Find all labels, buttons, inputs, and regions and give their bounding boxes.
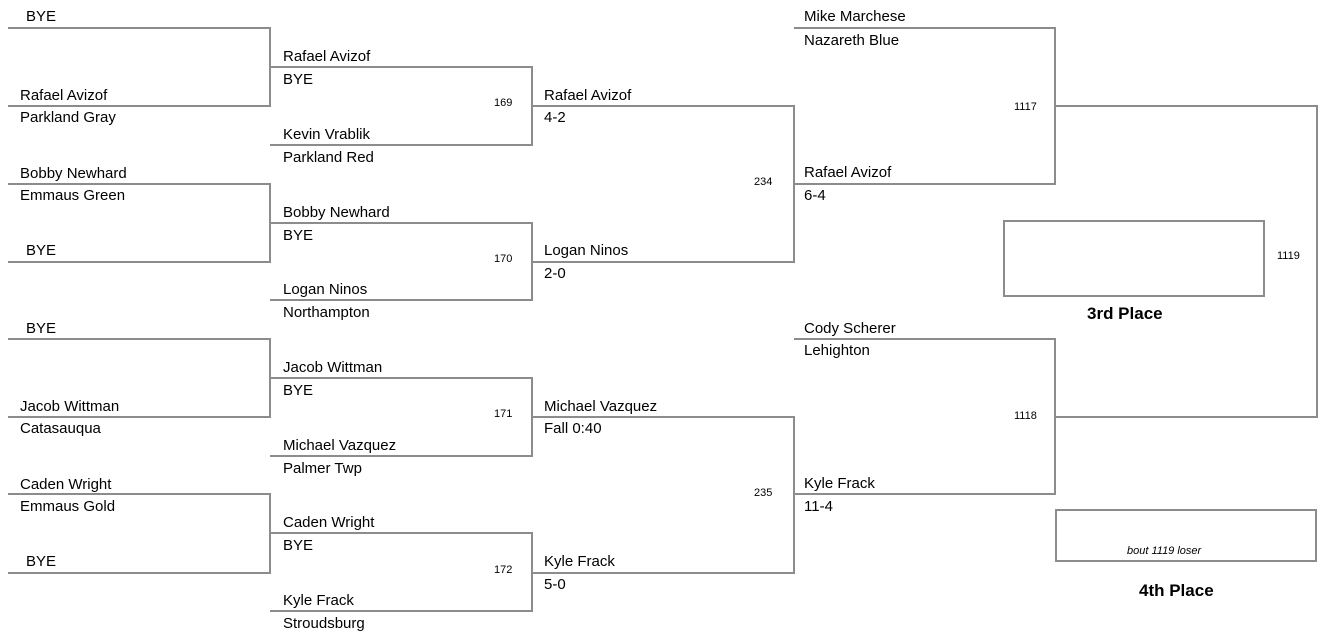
semi-result: Lehighton: [804, 342, 870, 359]
r2-result: Northampton: [283, 304, 370, 321]
semi-name: Mike Marchese: [804, 8, 906, 25]
r2-result: Palmer Twp: [283, 460, 362, 477]
r1-name: Caden Wright: [20, 476, 112, 493]
semi-name: Kyle Frack: [804, 475, 875, 492]
r2-result: BYE: [283, 382, 314, 399]
r2-name: Kyle Frack: [283, 592, 354, 609]
bout-number: 170: [494, 253, 513, 265]
r1-team: Emmaus Gold: [20, 498, 116, 515]
r1-name: BYE: [26, 8, 57, 25]
r1-name: BYE: [26, 553, 57, 570]
r2-name: Logan Ninos: [283, 281, 368, 298]
bout-number: 171: [494, 408, 513, 420]
r1-name: Bobby Newhard: [20, 165, 127, 182]
r2-name: Bobby Newhard: [283, 204, 390, 221]
r2-name: Caden Wright: [283, 514, 375, 531]
r1-name: Jacob Wittman: [20, 398, 120, 415]
semi-result: 6-4: [804, 187, 826, 204]
r2-result: BYE: [283, 227, 314, 244]
r3-name: Kyle Frack: [544, 553, 615, 570]
r2-result: Parkland Red: [283, 149, 374, 166]
r3-name: Logan Ninos: [544, 242, 629, 259]
r1-name: Rafael Avizof: [20, 87, 108, 104]
r2-result: BYE: [283, 537, 314, 554]
fourth-place-label: 4th Place: [1139, 581, 1214, 600]
r3-result: 5-0: [544, 576, 566, 593]
bout-number: 172: [494, 564, 513, 576]
r2-name: Kevin Vrablik: [283, 126, 370, 143]
r3-result: 4-2: [544, 109, 566, 126]
semi-name: Cody Scherer: [804, 320, 896, 337]
r1-team: Catasauqua: [20, 420, 101, 437]
bout-number: 1119: [1277, 250, 1300, 262]
r3-name: Michael Vazquez: [544, 398, 658, 415]
r1-name: BYE: [26, 320, 57, 337]
r1-team: Emmaus Green: [20, 187, 126, 204]
r2-result: BYE: [283, 71, 314, 88]
r3-name: Rafael Avizof: [544, 87, 632, 104]
r2-name: Rafael Avizof: [283, 48, 371, 65]
r2-name: Michael Vazquez: [283, 437, 397, 454]
semi-result: Nazareth Blue: [804, 32, 900, 49]
semi-name: Rafael Avizof: [804, 164, 892, 181]
third-place-box: [1003, 220, 1265, 297]
bout-number: 169: [494, 97, 513, 109]
bout-number: 234: [754, 176, 773, 188]
r3-result: Fall 0:40: [544, 420, 602, 437]
fourth-place-note: bout 1119 loser: [1127, 545, 1202, 557]
bout-number: 1118: [1014, 410, 1037, 422]
bout-number: 1117: [1014, 101, 1037, 113]
r1-team: Parkland Gray: [20, 109, 116, 126]
third-place-label: 3rd Place: [1087, 304, 1163, 323]
semi-result: 11-4: [804, 498, 833, 515]
r1-name: BYE: [26, 242, 57, 259]
r2-name: Jacob Wittman: [283, 359, 383, 376]
r2-result: Stroudsburg: [283, 615, 365, 632]
r3-result: 2-0: [544, 265, 566, 282]
bout-number: 235: [754, 487, 773, 499]
